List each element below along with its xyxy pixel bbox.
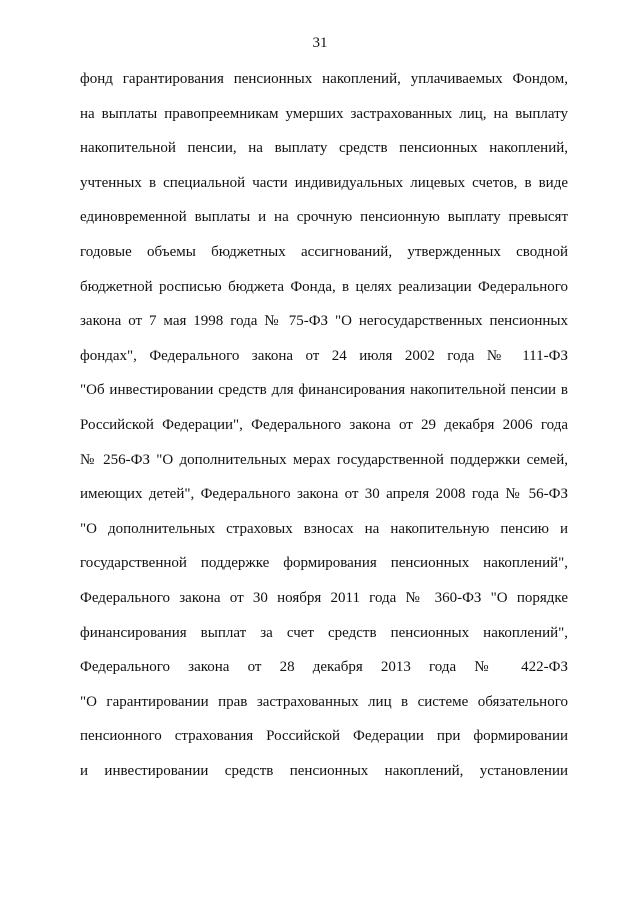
text-line: учтенных в специальной части индивидуальных лицевых счетов, в виде [80,174,568,191]
text-line: бюджетной росписью бюджета Фонда, в целях реализации Федерального [80,278,568,295]
text-line: на выплаты правопреемникам умерших застрахованных лиц, на выплату [80,105,568,122]
text-line: единовременной выплаты и на срочную пенсионную выплату превысят [80,209,568,226]
text-line: государственной поддержке формирования пенсионных накоплений", [80,555,568,572]
text-line: "О гарантировании прав застрахованных лиц в системе обязательного [80,693,568,710]
text-line: имеющих детей", Федерального закона от 30 апреля 2008 года № 56-ФЗ [80,486,568,503]
text-line: Федерального закона от 30 ноября 2011 года № 360-ФЗ "О порядке [80,589,568,606]
text-line: "Об инвестировании средств для финансирования накопительной пенсии в [80,382,568,399]
text-line: пенсионного страхования Российской Федерации при формировании [80,728,568,745]
body-text [80,70,568,796]
text-line: "О дополнительных страховых взносах на накопительную пенсию и [80,520,568,537]
text-line: № 256-ФЗ "О дополнительных мерах государственной поддержки семей, [80,451,568,468]
text-line: фондах", Федерального закона от 24 июля 2002 года № 111-ФЗ [80,347,568,364]
text-line: Федерального закона от 28 декабря 2013 года № 422-ФЗ [80,659,568,676]
page-number: 31 [312,35,328,51]
text-line: Российской Федерации", Федерального закона от 29 декабря 2006 года [80,416,568,433]
text-line: закона от 7 мая 1998 года № 75-ФЗ "О негосударственных пенсионных [80,313,568,330]
text-line: фонд гарантирования пенсионных накоплений, уплачиваемых Фондом, [80,71,568,87]
text-line: годовые объемы бюджетных ассигнований, утвержденных сводной [80,243,568,260]
text-line: финансирования выплат за счет средств пенсионных накоплений", [80,624,568,641]
text-line: накопительной пенсии, на выплату средств пенсионных накоплений, [80,140,568,157]
text-line: и инвестировании средств пенсионных накоплений, установлении [80,762,568,779]
